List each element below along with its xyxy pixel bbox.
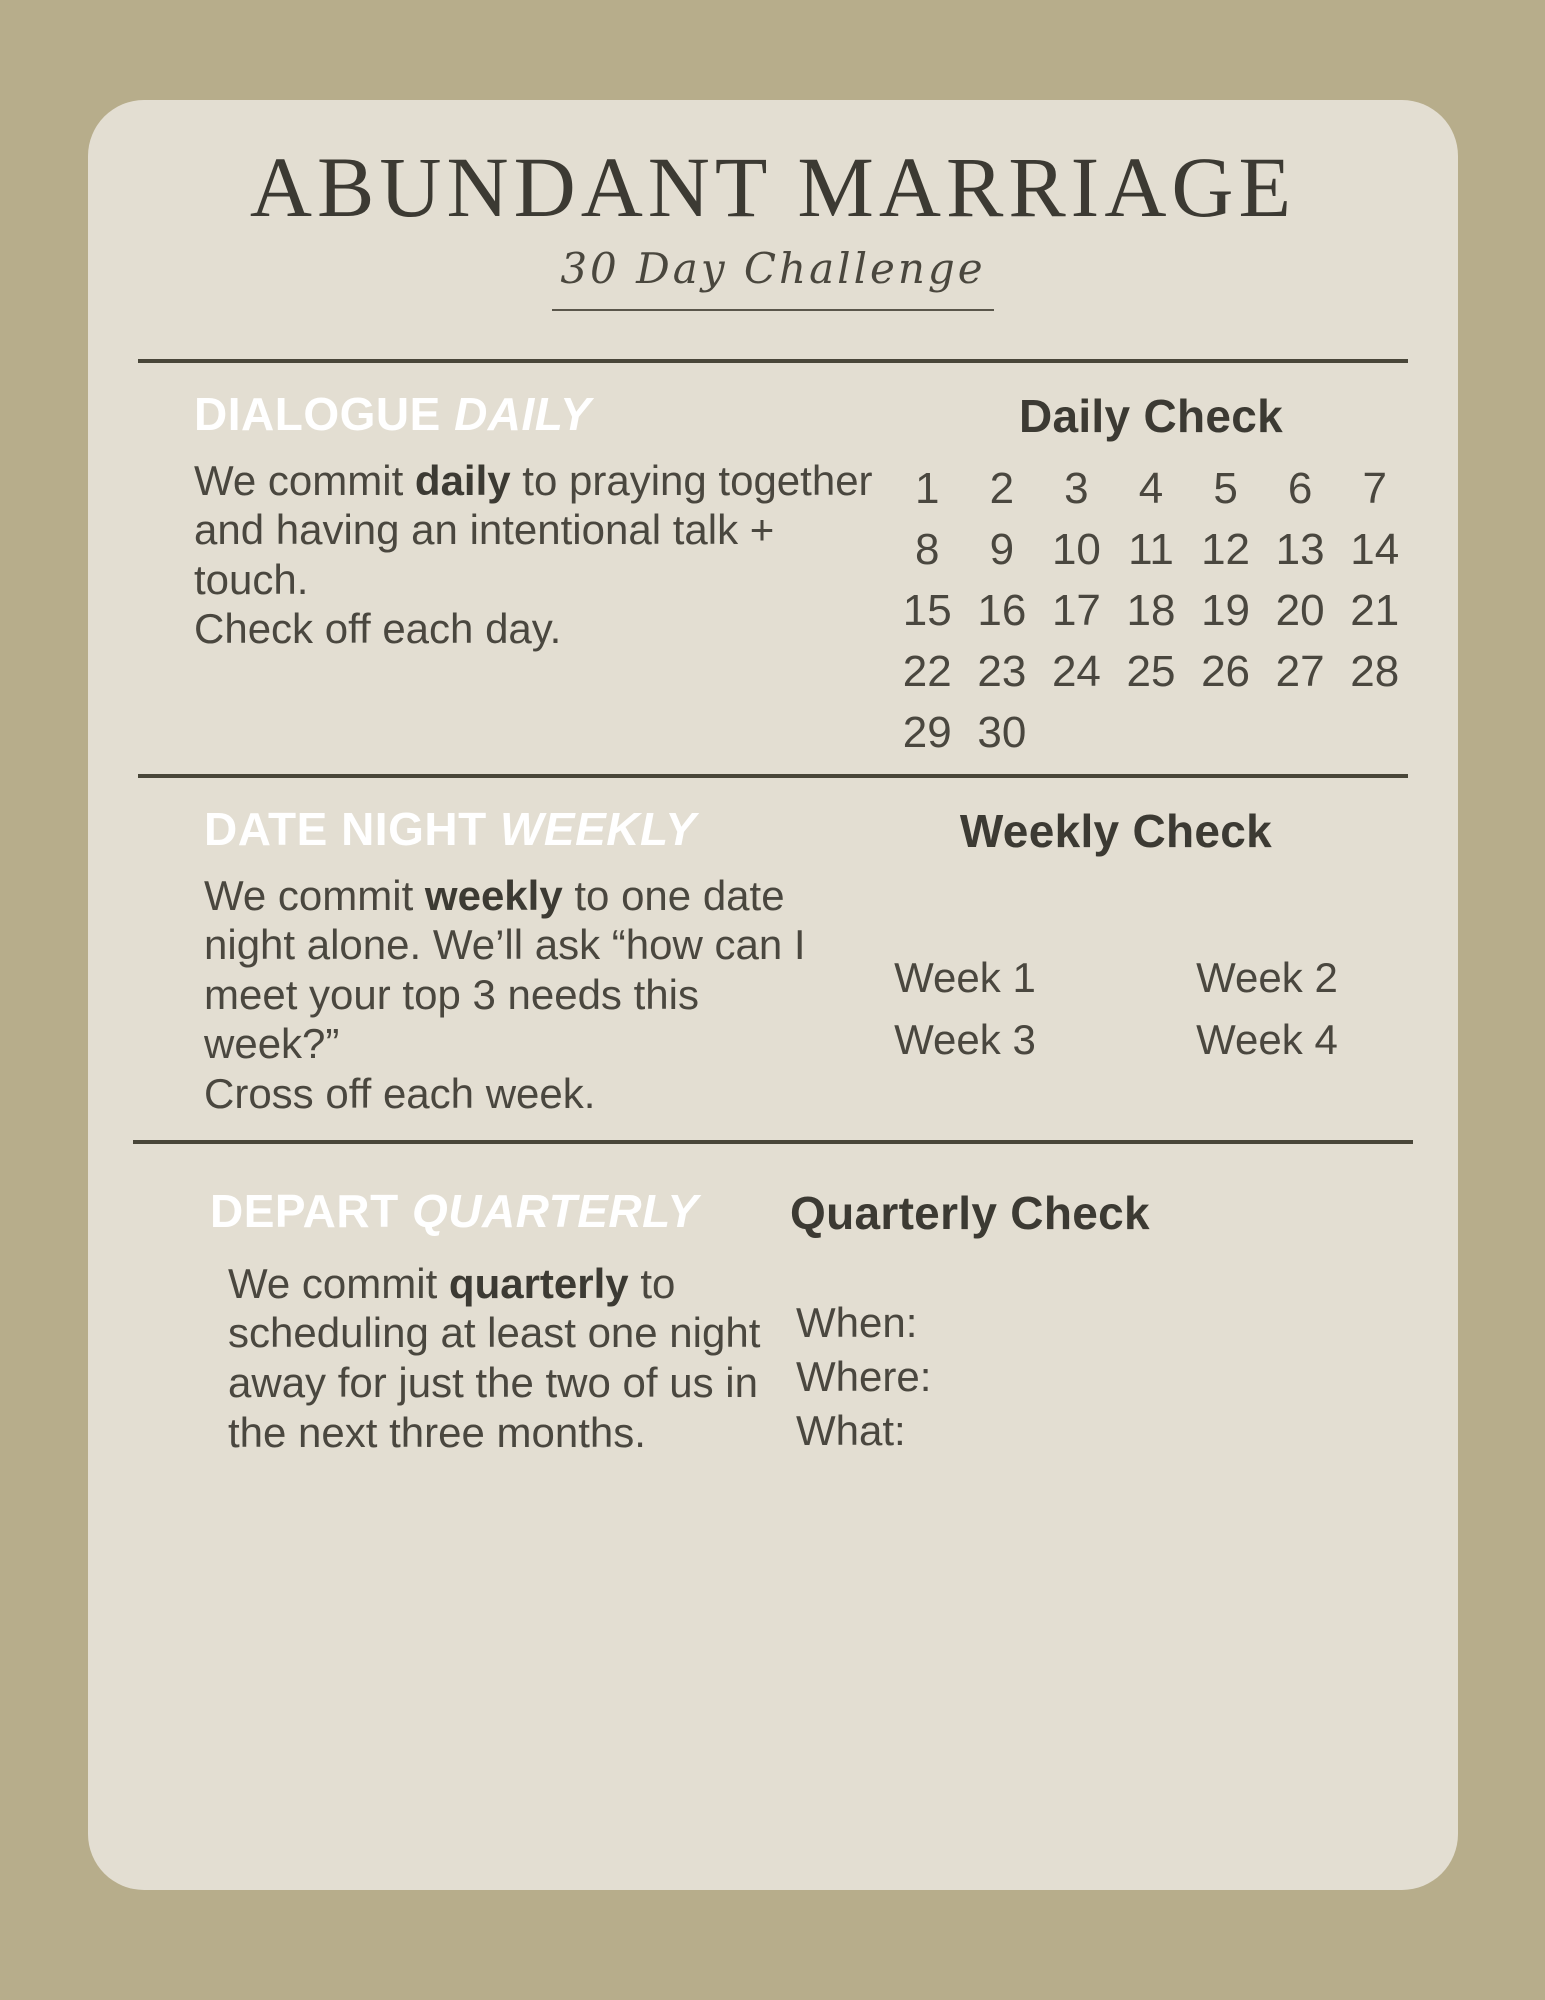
day-number[interactable]: 16 — [977, 586, 1027, 635]
section-heading-date-night-main: DATE NIGHT — [204, 803, 500, 855]
section-heading-depart — [210, 1186, 790, 1237]
section-depart-text-column — [210, 1186, 790, 1457]
section-dialogue-text-column — [194, 389, 884, 760]
section-heading-depart-main: DEPART — [210, 1185, 412, 1238]
week-item[interactable]: Week 2 — [1196, 954, 1338, 1001]
dialogue-body-part3: Check off each day. — [194, 605, 562, 653]
daily-check-grid[interactable] — [884, 461, 1418, 760]
week-item[interactable]: Week 4 — [1196, 1016, 1338, 1063]
day-number[interactable]: 19 — [1201, 586, 1251, 635]
quarterly-check-column — [790, 1186, 1418, 1457]
day-number[interactable]: 18 — [1126, 586, 1176, 635]
depart-body-bold: quarterly — [448, 1259, 629, 1307]
day-number[interactable]: 8 — [915, 525, 940, 574]
page-subtitle: 30 Day Challenge — [560, 244, 986, 293]
divider-middle-1 — [138, 774, 1408, 778]
quarterly-field-where[interactable]: Where: — [796, 1353, 932, 1401]
day-number[interactable]: 22 — [902, 647, 952, 696]
day-number[interactable]: 15 — [902, 586, 952, 635]
day-number[interactable]: 23 — [977, 647, 1027, 696]
date-night-body-part2: to one date night alone. We’ll ask “how can I meet your top 3 needs this week?” — [204, 871, 806, 1068]
week-item[interactable]: Week 1 — [894, 954, 1036, 1001]
daily-check-title: Daily Check — [1018, 390, 1284, 442]
day-number[interactable]: 27 — [1275, 647, 1325, 696]
day-number[interactable]: 25 — [1126, 647, 1176, 696]
section-dialogue-daily — [88, 389, 1458, 760]
day-number[interactable]: 5 — [1213, 464, 1238, 513]
section-body-dialogue — [194, 456, 884, 654]
subtitle-wrapper — [552, 244, 993, 311]
section-heading-dialogue-main: DIALOGUE — [194, 388, 455, 440]
dialogue-body-part1: We commit — [194, 456, 415, 504]
section-heading-dialogue-emphasis: DAILY — [454, 388, 592, 440]
day-number[interactable]: 21 — [1350, 586, 1400, 635]
day-number[interactable]: 30 — [977, 708, 1027, 757]
challenge-card — [88, 100, 1458, 1890]
section-heading-dialogue — [194, 389, 884, 440]
day-number[interactable]: 6 — [1287, 464, 1313, 513]
dialogue-body-bold: daily — [414, 456, 511, 504]
section-date-night-weekly — [88, 804, 1458, 1118]
day-number[interactable]: 7 — [1362, 464, 1387, 513]
section-heading-date-night — [204, 804, 814, 855]
weekly-check-grid[interactable] — [814, 954, 1418, 1064]
day-number[interactable]: 29 — [902, 708, 952, 757]
page-title: ABUNDANT MARRIAGE — [249, 139, 1297, 235]
section-body-depart — [228, 1259, 790, 1457]
day-number[interactable]: 9 — [989, 525, 1015, 574]
week-item[interactable]: Week 3 — [894, 1016, 1036, 1063]
date-night-body-bold: weekly — [424, 871, 563, 919]
day-number[interactable]: 11 — [1128, 525, 1174, 574]
day-number[interactable]: 24 — [1051, 647, 1101, 696]
day-number[interactable]: 10 — [1051, 525, 1101, 574]
daily-check-column — [884, 389, 1418, 760]
section-heading-depart-emphasis: QUARTERLY — [412, 1185, 699, 1238]
weekly-check-title: Weekly Check — [959, 805, 1273, 857]
day-number[interactable]: 3 — [1064, 464, 1089, 513]
card-header — [88, 100, 1458, 311]
day-number[interactable]: 1 — [915, 464, 940, 513]
depart-body-part2: to scheduling at least one night away for just the two of us in the next three months. — [228, 1259, 761, 1456]
day-number[interactable]: 4 — [1138, 464, 1164, 513]
weekly-check-column — [814, 804, 1418, 1118]
day-number[interactable]: 12 — [1201, 525, 1251, 574]
day-number[interactable]: 28 — [1350, 647, 1400, 696]
divider-top — [138, 359, 1408, 363]
day-number[interactable]: 14 — [1350, 525, 1400, 574]
day-number[interactable]: 13 — [1275, 525, 1325, 574]
section-body-date-night — [204, 871, 814, 1119]
dialogue-body-part2: to praying together and having an intentional talk + touch. — [194, 456, 873, 603]
date-night-body-part1: We commit — [204, 871, 425, 919]
quarterly-field-what[interactable]: What: — [796, 1406, 906, 1454]
day-number[interactable]: 17 — [1051, 586, 1101, 635]
quarterly-check-title: Quarterly Check — [790, 1187, 1150, 1240]
quarterly-fields — [790, 1296, 1418, 1457]
day-number[interactable]: 26 — [1201, 647, 1251, 696]
section-depart-quarterly — [88, 1186, 1458, 1457]
divider-middle-2 — [133, 1140, 1413, 1144]
section-date-night-text-column — [204, 804, 814, 1118]
date-night-body-part3: Cross off each week. — [204, 1069, 596, 1117]
section-heading-date-night-emphasis: WEEKLY — [499, 803, 697, 855]
depart-body-part1: We commit — [228, 1259, 449, 1307]
day-number[interactable]: 2 — [989, 464, 1015, 513]
quarterly-field-when[interactable]: When: — [796, 1299, 918, 1347]
day-number[interactable]: 20 — [1275, 586, 1325, 635]
